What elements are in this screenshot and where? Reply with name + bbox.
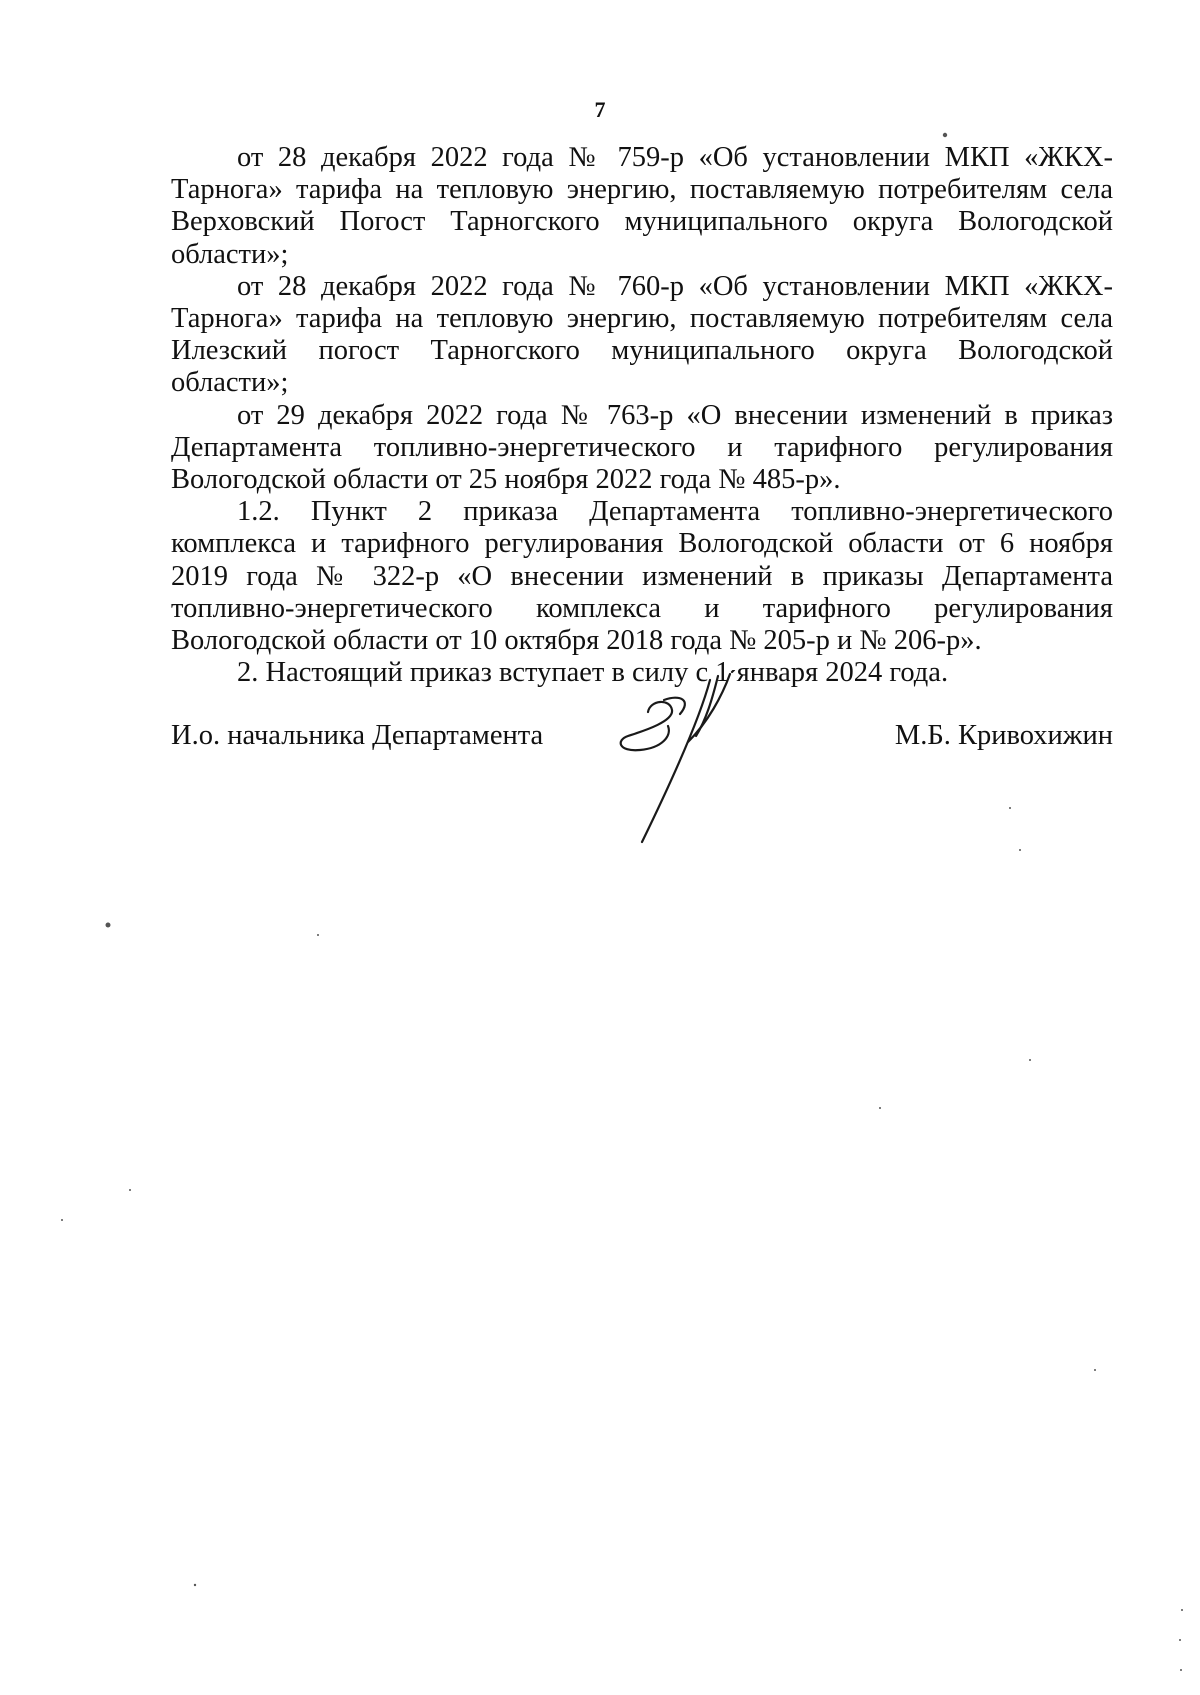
paragraph-effective-date: 2. Настоящий приказ вступает в силу с 1 января 2024 года. bbox=[237, 657, 949, 689]
paragraph-order-759: от 28 декабря 2022 года № 759-р «Об установлении МКП «ЖКХ-Тарнога» тарифа на тепловую энергию, поставляемую потребителям села Верховский Погост Тарногского муниципального округа Вологодской области»; bbox=[171, 142, 1113, 270]
page-number: 7 bbox=[594, 97, 606, 122]
paragraph-order-760: от 28 декабря 2022 года № 760-р «Об установлении МКП «ЖКХ-Тарнога» тарифа на тепловую энергию, поставляемую потребителям села Илезский погост Тарногского муниципального округа Вологодской области»; bbox=[171, 270, 1113, 399]
signer-title: И.о. начальника Департамента bbox=[171, 720, 544, 751]
paragraph-clause-1-2: 1.2. Пункт 2 приказа Департамента топливно-энергетического комплекса и тарифного регулирования Вологодской области от 6 ноября 2019 года № 322-р «О внесении изменений в приказы Департамента топливно-энергетического комплекса и тарифного регулирования Вологодской области от 10 октября 2018 года № 205-р и № 206-р». bbox=[171, 496, 1113, 657]
handwritten-signature bbox=[610, 670, 780, 870]
signer-name: М.Б. Кривохижин bbox=[894, 720, 1113, 751]
paragraph-order-763: от 29 декабря 2022 года № 763-р «О внесении изменений в приказ Департамента топливно-энергетического и тарифного регулирования Вологодской области от 25 ноября 2022 года № 485-р». bbox=[171, 399, 1113, 496]
document-body bbox=[171, 142, 1113, 689]
